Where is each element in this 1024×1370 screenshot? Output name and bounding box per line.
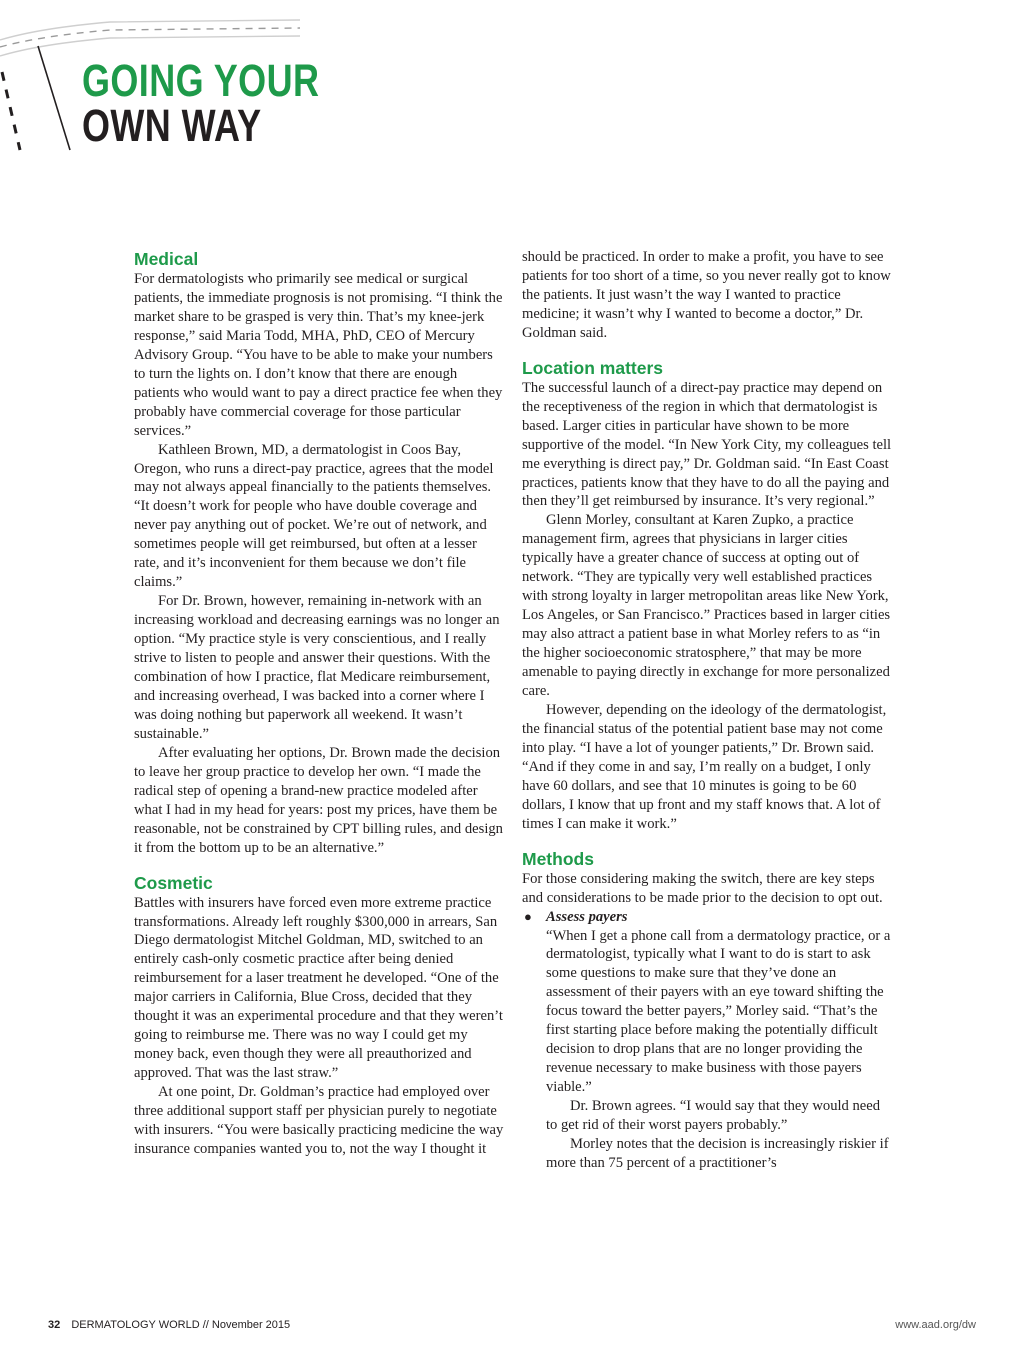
bullet-paragraph-3: Morley notes that the decision is increasingly riskier if more than 75 percent of a practitioner’s: [546, 1135, 889, 1171]
title-line-2: OWN WAY: [82, 100, 262, 151]
bullet-paragraph-2: Dr. Brown agrees. “I would say that they would need to get rid of their worst payers probably.”: [546, 1098, 881, 1134]
location-paragraph-2: Glenn Morley, consultant at Karen Zupko, a practice management firm, agrees that physicians in larger cities typically have a greater chance of success at opting out of network. “They are typically very well established practices with strong loyalty in larger metropolitan areas like New York, Los Angeles, or San Francisco.” Practices based in larger cities may also attract a patient base in what Morley refers to as “in the higher socioeconomic stratosphere,” that may be more amenable to paying directly in exchange for more personalized care.: [522, 512, 891, 700]
title-line-1: GOING YOUR: [82, 55, 320, 106]
page-number: 32: [48, 1319, 61, 1331]
heading-location: Location matters: [522, 357, 663, 378]
bullet-assess-payers: [522, 908, 892, 1173]
medical-paragraph-3: For Dr. Brown, however, remaining in-network with an increasing workload and decreasing earnings was no longer an option. “My practice style is very conscientious, and I really strive to listen to people and answer their questions. With the combination of how I practice, flat Medicare reimbursement, and increasing overhead, I was backed into a corner where I was doing nothing but paperwork all weekend. It wasn’t sustainable.”: [134, 593, 500, 742]
left-column: [134, 248, 506, 1159]
bullet-marker: ●: [524, 908, 532, 924]
cosmetic-continuation: should be practiced. In order to make a profit, you have to see patients for too short of a time, so you never really got to know the patients. It just wasn’t the way I wanted to practice medicine; it wasn’t why I wanted to become a doctor,” Dr. Goldman said.: [522, 249, 891, 341]
website-link[interactable]: www.aad.org/dw: [895, 1319, 976, 1331]
heading-methods: Methods: [522, 848, 594, 869]
medical-paragraph-1: For dermatologists who primarily see medical or surgical patients, the immediate prognosis is not promising. “I think the market share to be grasped is very thin. That’s my knee-jerk response,” said Maria Todd, MHA, PhD, CEO of Mercury Advisory Group. “You have to be able to make your numbers to turn the lights on. I don’t know that there are enough patients who would want to pay a direct practice fee when they probably have commercial coverage for those particular services.”: [134, 271, 503, 439]
bullet-paragraph-1: “When I get a phone call from a dermatology practice, or a dermatologist, typically what I want to do is start to ask some questions to make sure that they’ve done an assessment of their payers with an eye toward shifting the focus toward the better payers,” Morley said. “That’s the first starting place before making the potentially difficult decision to drop plans that are no longer providing the revenue necessary to make business with those payers viable.”: [546, 927, 891, 1096]
heading-cosmetic: Cosmetic: [134, 872, 213, 893]
methods-intro: For those considering making the switch, there are key steps and considerations to be made prior to the decision to opt out.: [522, 870, 883, 906]
location-paragraph-1: The successful launch of a direct-pay practice may depend on the receptiveness of the region in which that dermatologist is based. Larger cities in particular have shown to be more supportive of the model. “In New York City, my colleagues tell me everything is direct pay,” Dr. Goldman said. “In East Coast practices, patients know that they have to do all the paying and then they’ll get reimbursed by insurance. It’s very regional.”: [522, 379, 892, 510]
medical-paragraph-4: After evaluating her options, Dr. Brown made the decision to leave her group practice to develop her own. “I made the radical step of opening a brand-new practice modeled after what I had in my head for years: post my prices, have them be reasonable, not be constrained by CPT billing rules, and design it from the bottom up to be an alternative.”: [134, 744, 503, 856]
cosmetic-paragraph-1: Battles with insurers have forced even more extreme practice transformations. Already left roughly $300,000 in arrears, San Diego dermatologist Mitchel Goldman, MD, switched to an entirely cash-only cosmetic practice after being denied reimbursement for a laser treatment he developed. “One of the major carriers in California, Blue Cross, decided that they thought it was an experimental procedure and that they weren’t going to reimburse me. There was no way I could get my money back, even though they were all preauthorized and approved. That was the last straw.”: [134, 894, 503, 1082]
location-paragraph-3: However, depending on the ideology of the dermatologist, the financial status of the potential patient base may not come into play. “I have a lot of younger patients,” Dr. Brown said. “And if they come in and say, I’m really on a budget, I only have 60 dollars, and see that 10 minutes is going to be 60 dollars, I know that up front and my staff knows that. A lot of times I can make it work.”: [522, 701, 887, 832]
right-column: [522, 248, 892, 1173]
medical-paragraph-2: Kathleen Brown, MD, a dermatologist in Coos Bay, Oregon, who runs a direct-pay practice, agrees that the model may not always appeal financially to the patients themselves. “It doesn’t work for people who have double coverage and never pay anything out of pocket. We’re out of network, and sometimes people will get reimbursed, but often at a lesser rate, and it’s inconvenient for them because we don’t file claims.”: [134, 441, 494, 591]
page-title: [82, 55, 320, 151]
heading-medical: Medical: [134, 249, 199, 269]
page-footer: [48, 1319, 976, 1331]
cosmetic-paragraph-2: At one point, Dr. Goldman’s practice had employed over three additional support staff per physician purely to negotiate with insurers. “You were basically practicing medicine the way insurance companies wanted you to, not the way I thought it: [134, 1084, 504, 1157]
bullet-title: Assess payers: [546, 908, 628, 925]
publication-info: DERMATOLOGY WORLD // November 2015: [71, 1319, 291, 1331]
